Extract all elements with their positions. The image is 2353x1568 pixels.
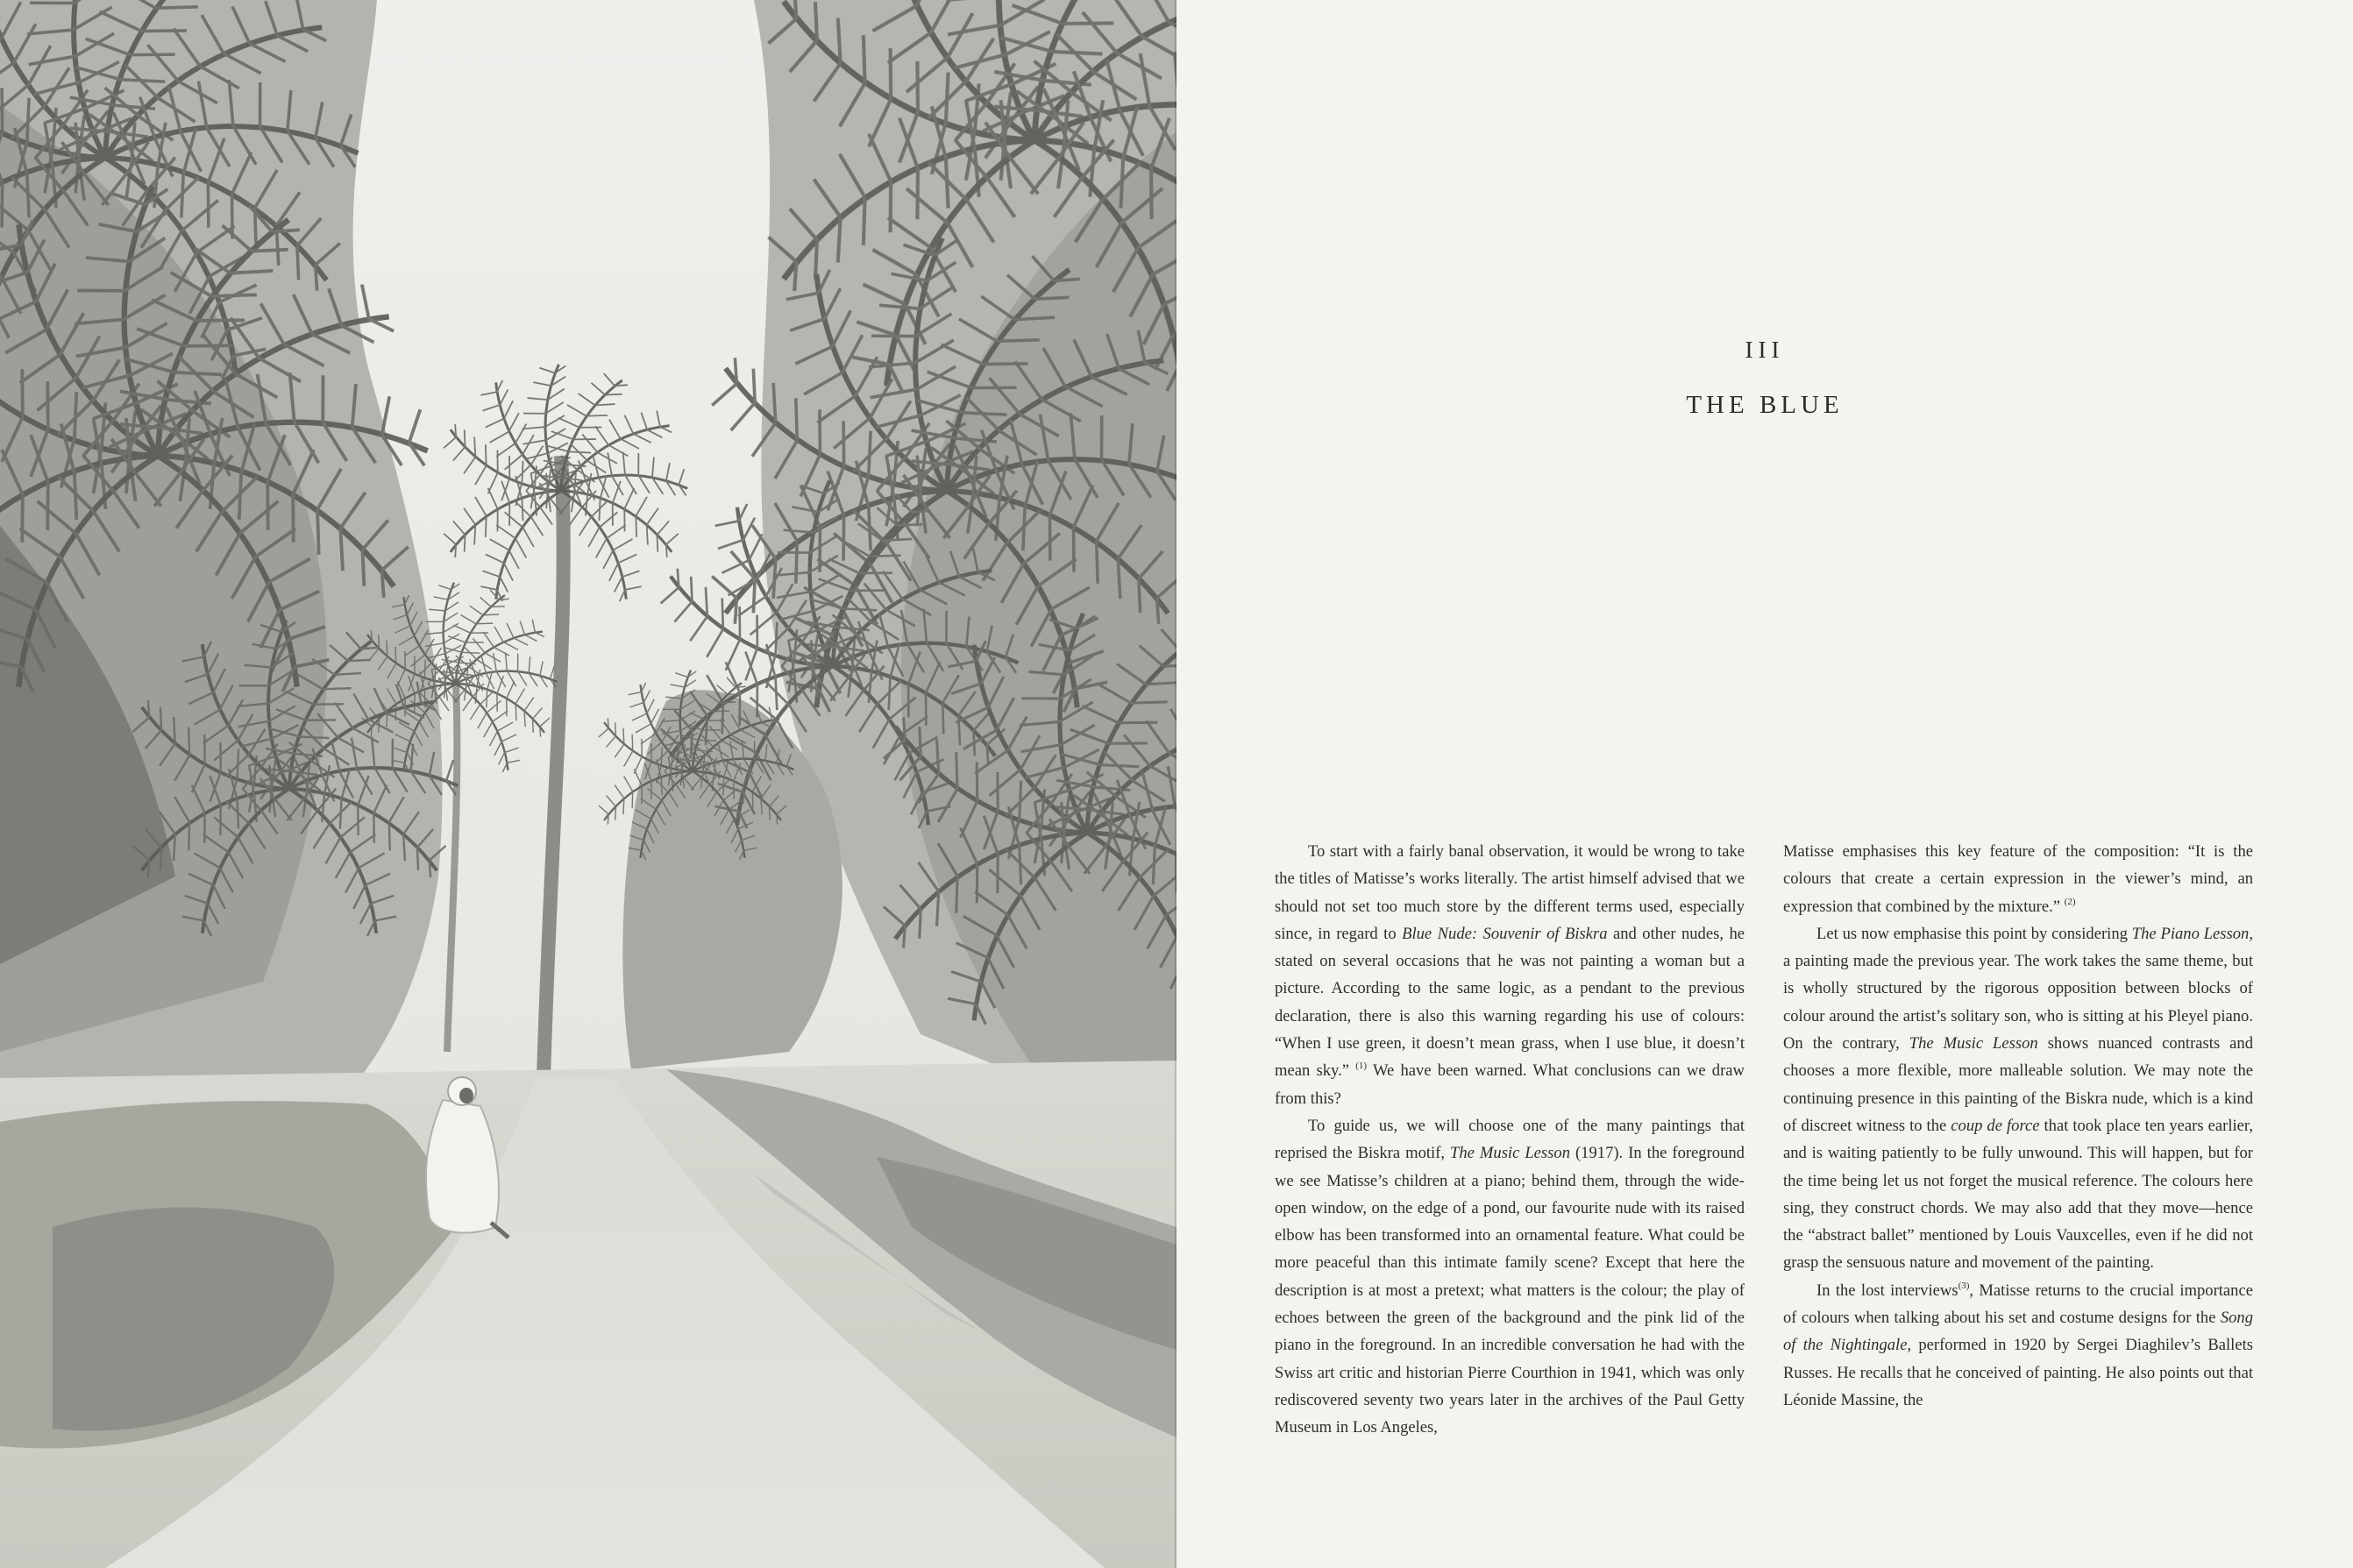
chapter-title: THE BLUE (1686, 391, 1844, 419)
left-page-photo (0, 0, 1176, 1568)
paragraph: In the lost interviews$^{(3)}$, Matisse returns to the crucial importance of colours when talking about his set and costume designs for the Song of the Nightingale, performed in 1920 by Sergei Diaghilev’s Ballets Russes. He recalls that he conceived of painting. He also points out that Léonide Massine, the (1783, 1280, 2253, 1409)
desert-palm-grove-photo (0, 0, 1176, 1568)
right-page-text (1176, 0, 2353, 1568)
footnote-ref[interactable]: (3) (1958, 1280, 1970, 1291)
footnote-ref[interactable]: (2) (2064, 896, 2076, 907)
paragraph: Matisse emphasises this key feature of the composition: “It is the colours that create a certain expression in the viewer’s mind, an expression that combined by the mixture.” $^{(2)}$ (1783, 842, 2253, 916)
footnote-ref[interactable]: (1) (1355, 1061, 1368, 1072)
chapter-number: III (1745, 337, 1785, 363)
paragraph: To start with a fairly banal observation, it would be wrong to take the titles of Matisse’s works literally. The artist himself advised that we should not set too much store by the different terms used, especially since, in regard to Blue Nude: Souvenir of Biskra and other nudes, he stated on several occasions that he was not painting a woman but a picture. According to the same logic, as a pendant to the previous declaration, there is also this warning regarding his use of colours: “When I use green, it doesn’t mean grass, when I use blue, it doesn’t mean sky.” $^{(1)}$ We have been warned. What conclusions can we draw from this? (1275, 842, 1745, 1108)
text-column-left (1275, 838, 1745, 1442)
text-column-right (1783, 838, 2253, 1414)
paragraph: To guide us, we will choose one of the many paintings that reprised the Biskra motif, The Music Lesson (1917). In the foreground we see Matisse’s children at a piano; behind them, through the wide-open window, on the edge of a pond, our favourite nude with its raised elbow has been transformed into an ornamental feature. What could be more peaceful than this intimate family scene? Except that here the description is at most a pretext; what matters is the colour; the play of echoes between the green of the background and the pink lid of the piano in the foreground. In an incredible conversation he had with the Swiss art critic and historian Pierre Courthion in 1941, which was only rediscovered seventy two years later in the archives of the Paul Getty Museum in Los Angeles, (1275, 1116, 1745, 1437)
paragraph: Let us now emphasise this point by considering The Piano Lesson, a painting made the previous year. The work takes the same theme, but is wholly structured by the rigorous opposition between blocks of colour around the artist’s solitary son, who is sitting at his Pleyel piano. On the contrary, The Music Lesson shows nuanced contrasts and chooses a more flexible, more malleable solution. We may note the continuing presence in this painting of the Biskra nude, which is a kind of discreet witness to the coup de force that took place ten years earlier, and is waiting patiently to be fully unwound. This will happen, but for the time being let us not forget the musical reference. The colours here sing, they construct chords. We may also add that they move—hence the “abstract ballet” mentioned by Louis Vauxcelles, even if he did not grasp the sensuous nature and movement of the painting. (1783, 924, 2253, 1273)
